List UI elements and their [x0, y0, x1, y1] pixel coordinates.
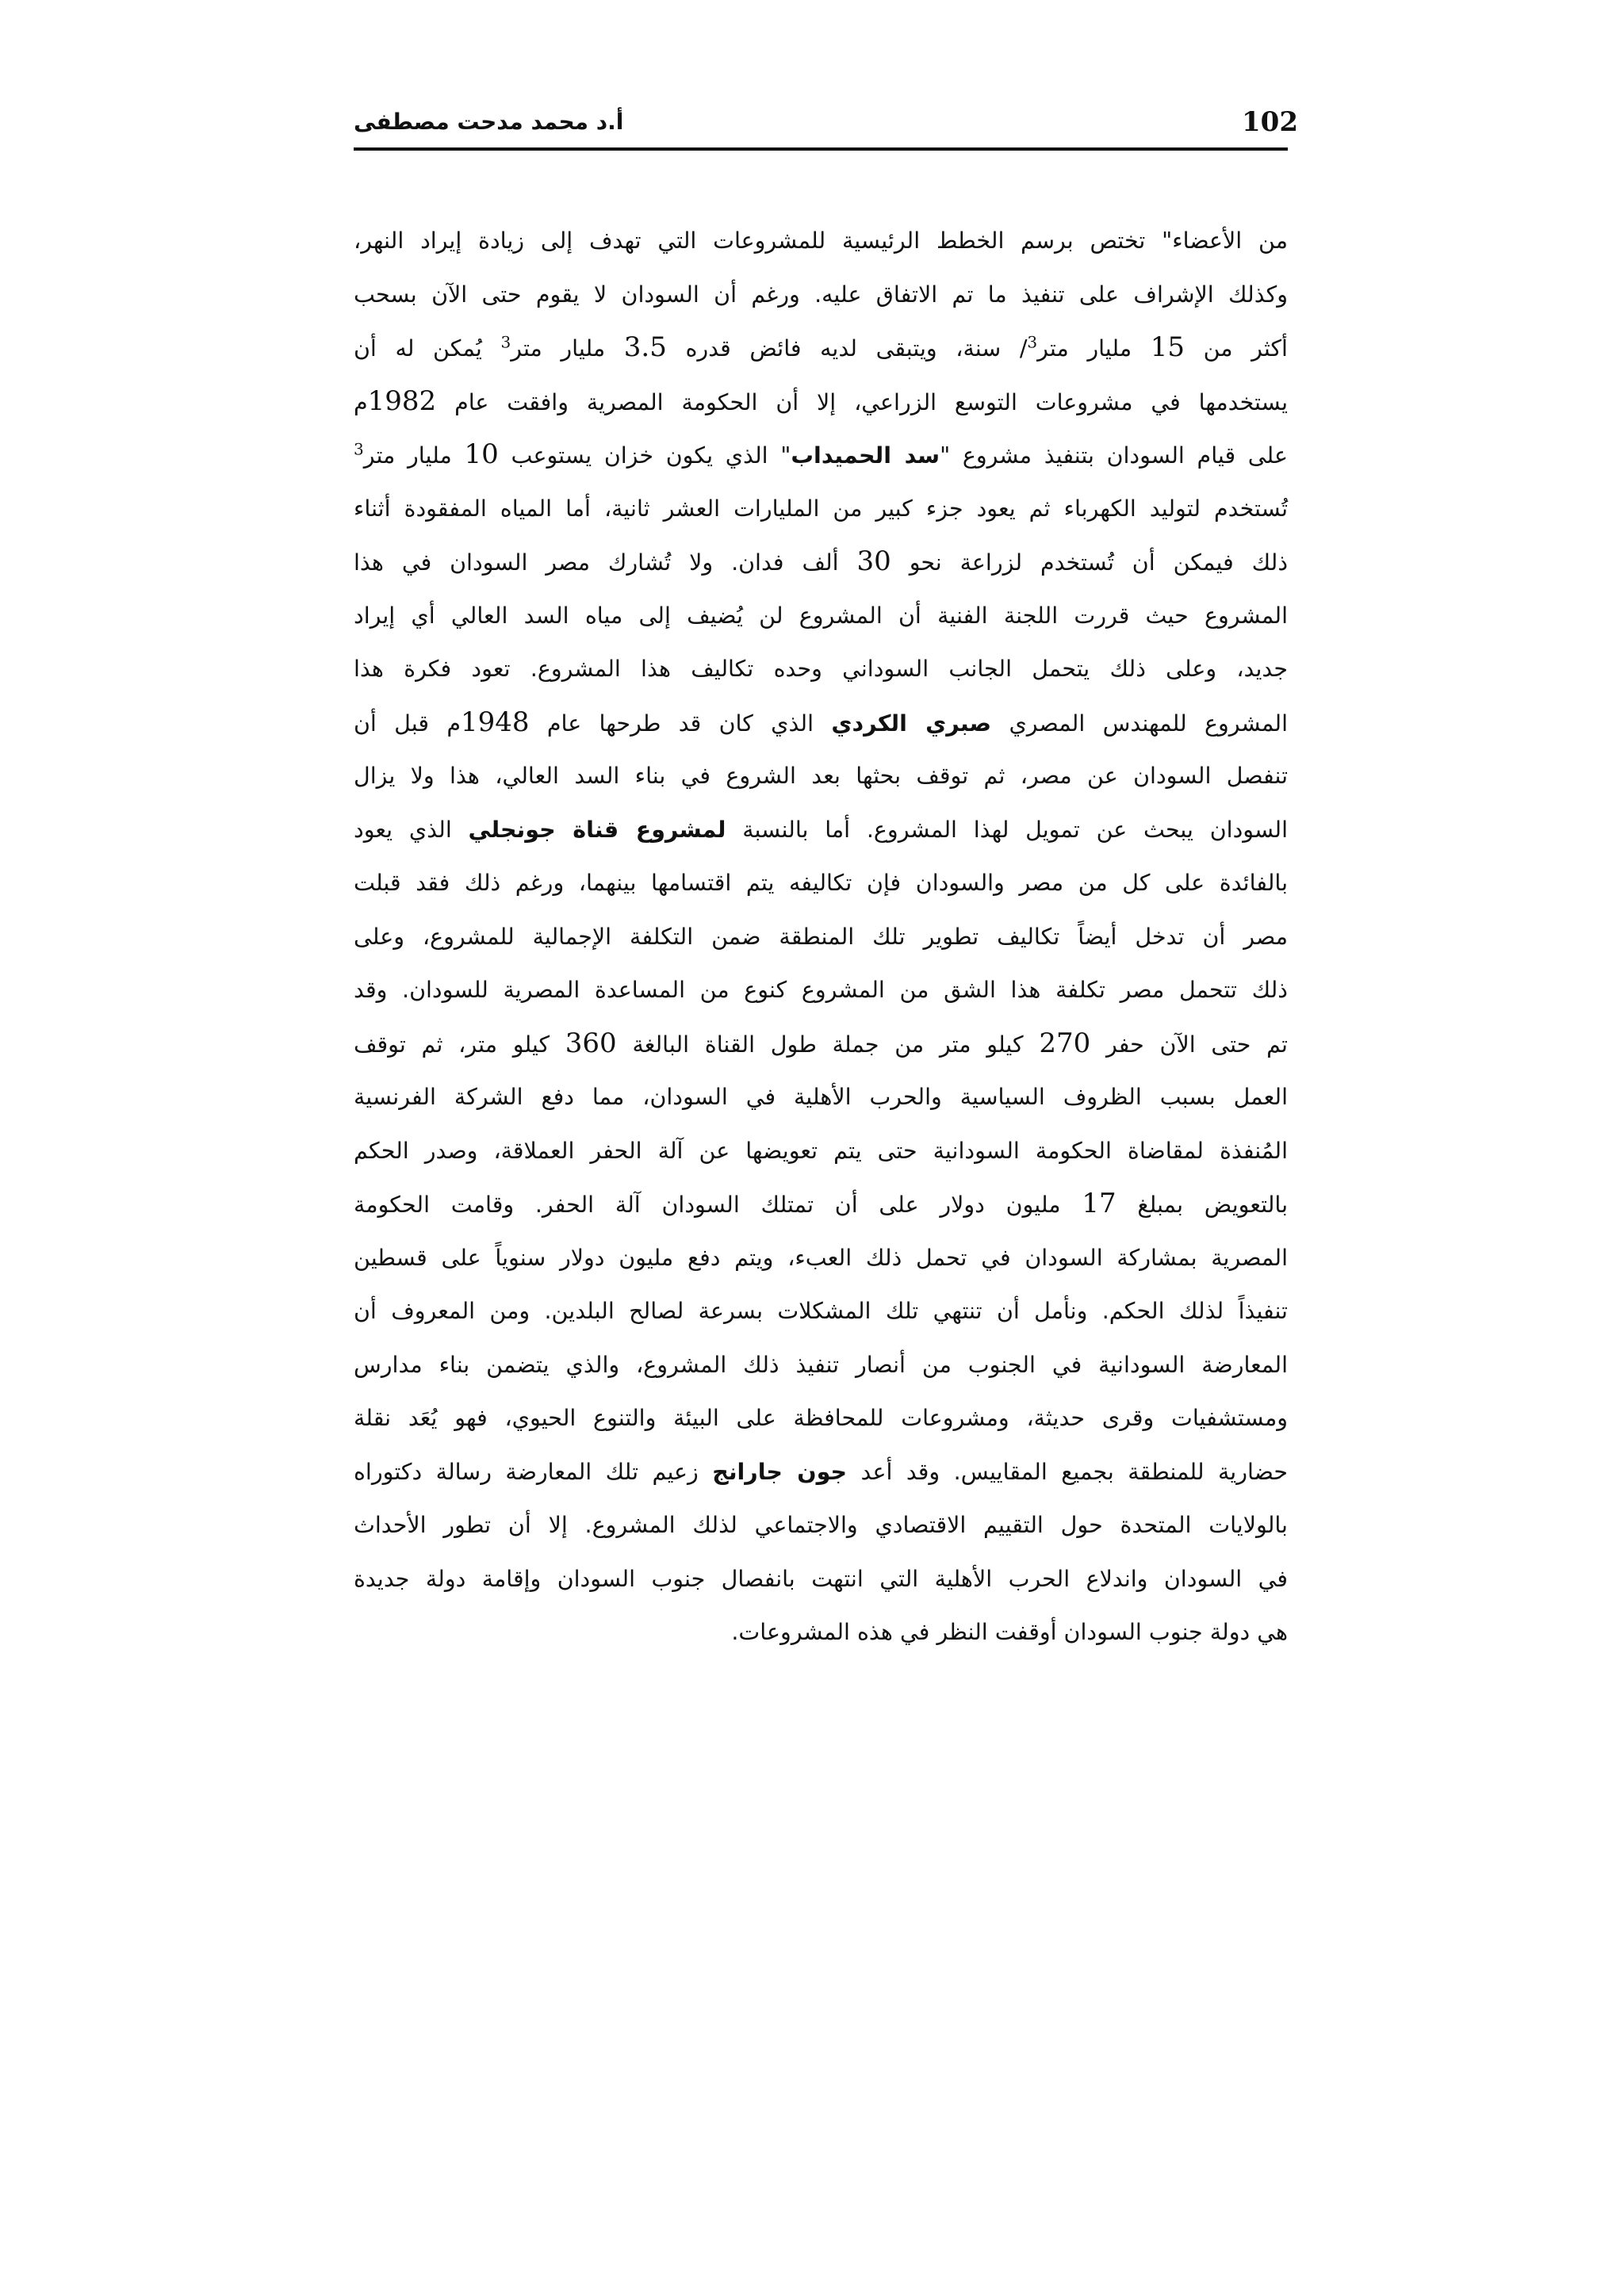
text-line-27: هي دولة جنوب السودان أوقفت النظر في هذه المشروعات. [731, 1619, 1288, 1645]
text-line-4: يستخدمها في مشروعات التوسع الزراعي، إلا أن الحكومة المصرية وافقت عام 1982م [354, 385, 1288, 417]
text-line-24: حضارية للمنطقة بجميع المقاييس. وقد أعد جون جارانج زعيم تلك المعارضة رسالة دكتوراه [354, 1458, 1288, 1485]
text-line-16: تم حتى الآن حفر 270 كيلو متر من جملة طول القناة البالغة 360 كيلو متر، ثم توقف [354, 1027, 1288, 1059]
header-rule [354, 147, 1288, 151]
text-line-12: السودان يبحث عن تمويل لهذا المشروع. أما بالنسبة لمشروع قناة جونجلي الذي يعود [354, 816, 1289, 843]
text-line-22: المعارضة السودانية في الجنوب من أنصار تنفيذ ذلك المشروع، والذي يتضمن بناء مدارس [354, 1351, 1288, 1378]
text-line-14: مصر أن تدخل أيضاً تكاليف تطوير تلك المنطقة ضمن التكلفة الإجمالية للمشروع، وعلى [354, 923, 1288, 950]
text-line-13: بالفائدة على كل من مصر والسودان فإن تكاليفه يتم اقتسامها بينهما، ورغم ذلك فقد قبلت [354, 870, 1288, 896]
page-number: 102 [1242, 106, 1298, 138]
text-line-11: تنفصل السودان عن مصر، ثم توقف بحثها بعد الشروع في بناء السد العالي، هذا ولا يزال [354, 763, 1288, 789]
text-line-7: ذلك فيمكن أن تُستخدم لزراعة نحو 30 ألف فدان. ولا تُشارك مصر السودان في هذا [354, 545, 1289, 577]
text-line-6: تُستخدم لتوليد الكهرباء ثم يعود جزء كبير من المليارات العشر ثانية، أما المياه المفقودة أثناء [354, 495, 1288, 522]
text-line-8: المشروع حيث قررت اللجنة الفنية أن المشروع لن يُضيف إلى مياه السد العالي أي إيراد [354, 602, 1288, 629]
text-line-9: جديد، وعلى ذلك يتحمل الجانب السوداني وحده تكاليف هذا المشروع. تعود فكرة هذا [354, 656, 1288, 682]
text-line-20: المصرية بمشاركة السودان في تحمل ذلك العبء، ويتم دفع مليون دولار سنوياً على قسطين [354, 1244, 1288, 1271]
text-line-2: وكذلك الإشراف على تنفيذ ما تم الاتفاق عليه. ورغم أن السودان لا يقوم حتى الآن بسحب [354, 281, 1288, 308]
text-line-21: تنفيذاً لذلك الحكم. ونأمل أن تنتهي تلك المشكلات بسرعة لصالح البلدين. ومن المعروف أن [354, 1298, 1288, 1324]
text-line-15: ذلك تتحمل مصر تكلفة هذا الشق من المشروع كنوع من المساعدة المصرية للسودان. وقد [354, 977, 1288, 1003]
page-header [354, 100, 1298, 147]
text-line-26: في السودان واندلاع الحرب الأهلية التي انتهت بانفصال جنوب السودان وإقامة دولة جديدة [354, 1565, 1288, 1592]
text-line-25: بالولايات المتحدة حول التقييم الاقتصادي والاجتماعي لذلك المشروع. إلا أن تطور الأحداث [354, 1512, 1288, 1538]
text-line-23: ومستشفيات وقرى حديثة، ومشروعات للمحافظة على البيئة والتنوع الحيوي، فهو يُعَد نقلة [354, 1405, 1288, 1431]
text-line-19: بالتعويض بمبلغ 17 مليون دولار على أن تمتلك السودان آلة الحفر. وقامت الحكومة [354, 1188, 1289, 1219]
running-head-author: أ.د محمد مدحت مصطفى [354, 109, 624, 135]
text-line-1: من الأعضاء" تختص برسم الخطط الرئيسية للمشروعات التي تهدف إلى زيادة إيراد النهر، [354, 228, 1288, 254]
text-line-3: أكثر من 15 مليار متر$^3$/ سنة، ويتبقى لديه فائض قدره 3.5 مليار متر$^3$ يُمكن له أن [354, 331, 1288, 363]
text-line-5: على قيام السودان بتنفيذ مشروع "سد الحميداب" الذي يكون خزان يستوعب 10 مليار متر$^3$ [354, 438, 1288, 470]
text-line-10: المشروع للمهندس المصري صبري الكردي الذي كان قد طرحها عام 1948م قبل أن [354, 706, 1289, 738]
body-text [354, 214, 1288, 1659]
text-line-17: العمل بسبب الظروف السياسية والحرب الأهلية في السودان، مما دفع الشركة الفرنسية [354, 1084, 1288, 1110]
text-line-18: المُنفذة لمقاضاة الحكومة السودانية حتى يتم تعويضها عن آلة الحفر العملاقة، وصدر الحكم [354, 1137, 1288, 1164]
